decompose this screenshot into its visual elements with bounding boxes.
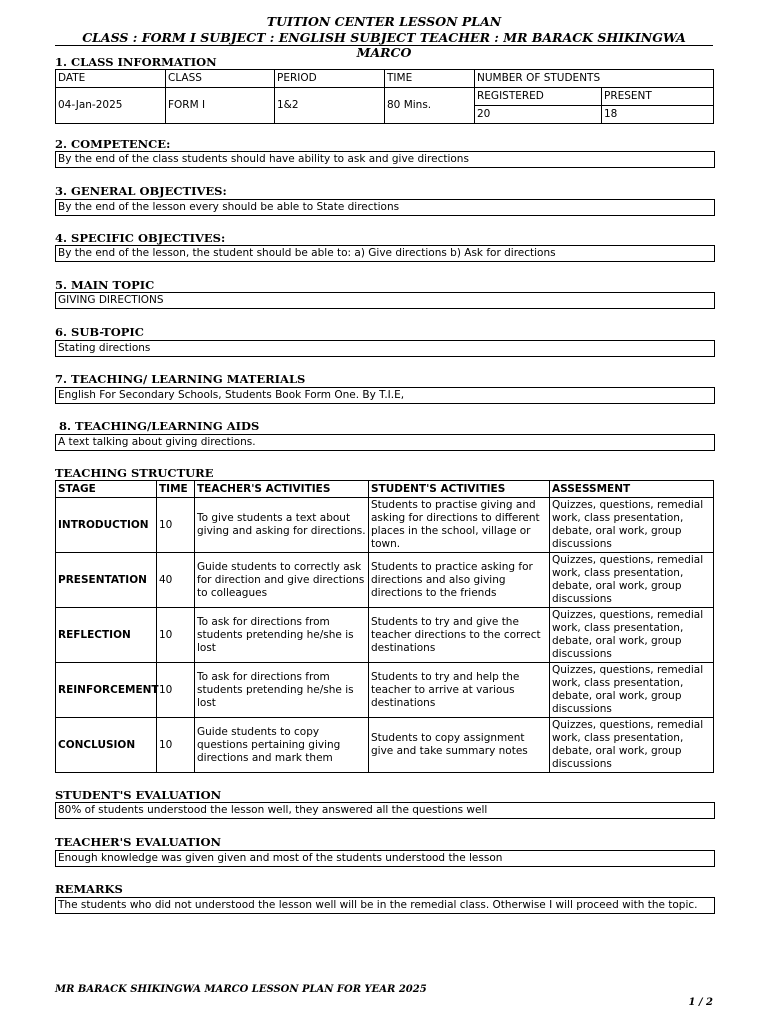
info-header-time: TIME: [385, 70, 475, 88]
row-stage: PRESENTATION: [56, 553, 157, 608]
info-period: 1&2: [275, 88, 385, 124]
row-teacher-activity: To ask for directions from students pretending he/she is lost: [195, 663, 369, 718]
info-header-period: PERIOD: [275, 70, 385, 88]
info-header-date: DATE: [56, 70, 166, 88]
student-evaluation-box: 80% of students understood the lesson well, they answered all the questions well: [55, 802, 715, 819]
main-topic-heading: 5. MAIN TOPIC: [55, 278, 155, 292]
row-student-activity: Students to copy assignment give and take summary notes: [369, 718, 550, 773]
materials-heading: 7. TEACHING/ LEARNING MATERIALS: [55, 372, 306, 386]
row-time: 10: [157, 608, 195, 663]
page-number: 1 / 2: [688, 997, 713, 1008]
document-subtitle: CLASS : FORM I SUBJECT : ENGLISH SUBJECT TEACHER : MR BARACK SHIKINGWA MARCO: [82, 30, 686, 60]
sub-topic-heading: 6. SUB-TOPIC: [55, 325, 144, 339]
competence-box: By the end of the class students should have ability to ask and give directions: [55, 151, 715, 168]
row-stage: CONCLUSION: [56, 718, 157, 773]
row-time: 40: [157, 553, 195, 608]
column-header-assessment: ASSESSMENT: [550, 481, 714, 498]
row-assessment: Quizzes, questions, remedial work, class presentation, debate, oral work, group discussions: [550, 608, 714, 663]
materials-box: English For Secondary Schools, Students Book Form One. By T.I.E,: [55, 387, 715, 404]
specific-objectives-heading: 4. SPECIFIC OBJECTIVES:: [55, 231, 226, 245]
aids-heading: 8. TEACHING/LEARNING AIDS: [55, 419, 260, 433]
column-header-student-activities: STUDENT'S ACTIVITIES: [369, 481, 550, 498]
row-stage: REFLECTION: [56, 608, 157, 663]
row-assessment: Quizzes, questions, remedial work, class presentation, debate, oral work, group discussions: [550, 663, 714, 718]
row-student-activity: Students to try and help the teacher to arrive at various destinations: [369, 663, 550, 718]
page-footer: MR BARACK SHIKINGWA MARCO LESSON PLAN FOR YEAR 2025: [55, 984, 427, 995]
row-teacher-activity: To give students a text about giving and asking for directions.: [195, 498, 369, 553]
competence-heading: 2. COMPETENCE:: [55, 137, 171, 151]
student-evaluation-heading: STUDENT'S EVALUATION: [55, 788, 222, 802]
teacher-evaluation-heading: TEACHER'S EVALUATION: [55, 835, 222, 849]
row-teacher-activity: Guide students to copy questions pertaining giving directions and mark them: [195, 718, 369, 773]
info-registered: 20: [475, 106, 602, 124]
teaching-structure-table: [55, 480, 714, 773]
remarks-box: The students who did not understood the lesson well will be in the remedial class. Otherwise I will proceed with the topic.: [55, 897, 715, 914]
info-header-registered: REGISTERED: [475, 88, 602, 106]
table-row: [56, 553, 714, 608]
table-row: [56, 663, 714, 718]
info-present: 18: [602, 106, 714, 124]
column-header-time: TIME: [157, 481, 195, 498]
info-class: FORM I: [166, 88, 275, 124]
row-assessment: Quizzes, questions, remedial work, class presentation, debate, oral work, group discussions: [550, 498, 714, 553]
row-student-activity: Students to practise giving and asking for directions to different places in the school, village or town.: [369, 498, 550, 553]
general-objectives-box: By the end of the lesson every should be able to State directions: [55, 199, 715, 216]
general-objectives-heading: 3. GENERAL OBJECTIVES:: [55, 184, 227, 198]
row-student-activity: Students to practice asking for directions and also giving directions to the friends: [369, 553, 550, 608]
sub-topic-box: Stating directions: [55, 340, 715, 357]
header-divider: [55, 45, 713, 46]
info-time: 80 Mins.: [385, 88, 475, 124]
row-teacher-activity: To ask for directions from students pretending he/she is lost: [195, 608, 369, 663]
table-row: [56, 498, 714, 553]
row-time: 10: [157, 498, 195, 553]
row-assessment: Quizzes, questions, remedial work, class presentation, debate, oral work, group discussions: [550, 718, 714, 773]
row-student-activity: Students to try and give the teacher directions to the correct destinations: [369, 608, 550, 663]
specific-objectives-box: By the end of the lesson, the student should be able to: a) Give directions b) Ask for directions: [55, 245, 715, 262]
info-date: 04-Jan-2025: [56, 88, 166, 124]
row-teacher-activity: Guide students to correctly ask for direction and give directions to colleagues: [195, 553, 369, 608]
row-assessment: Quizzes, questions, remedial work, class presentation, debate, oral work, group discussions: [550, 553, 714, 608]
teacher-evaluation-box: Enough knowledge was given given and most of the students understood the lesson: [55, 850, 715, 867]
class-info-heading: 1. CLASS INFORMATION: [55, 55, 217, 69]
info-header-class: CLASS: [166, 70, 275, 88]
row-time: 10: [157, 663, 195, 718]
remarks-heading: REMARKS: [55, 882, 123, 896]
main-topic-box: GIVING DIRECTIONS: [55, 292, 715, 309]
table-row: [56, 608, 714, 663]
aids-box: A text talking about giving directions.: [55, 434, 715, 451]
row-stage: INTRODUCTION: [56, 498, 157, 553]
column-header-stage: STAGE: [56, 481, 157, 498]
column-header-teacher-activities: TEACHER'S ACTIVITIES: [195, 481, 369, 498]
teaching-structure-heading: TEACHING STRUCTURE: [55, 466, 214, 480]
class-info-table: [55, 69, 714, 124]
info-header-present: PRESENT: [602, 88, 714, 106]
row-time: 10: [157, 718, 195, 773]
info-header-students: NUMBER OF STUDENTS: [475, 70, 714, 88]
row-stage: REINFORCEMENT: [56, 663, 157, 718]
document-title: TUITION CENTER LESSON PLAN: [266, 14, 502, 29]
table-row: [56, 718, 714, 773]
